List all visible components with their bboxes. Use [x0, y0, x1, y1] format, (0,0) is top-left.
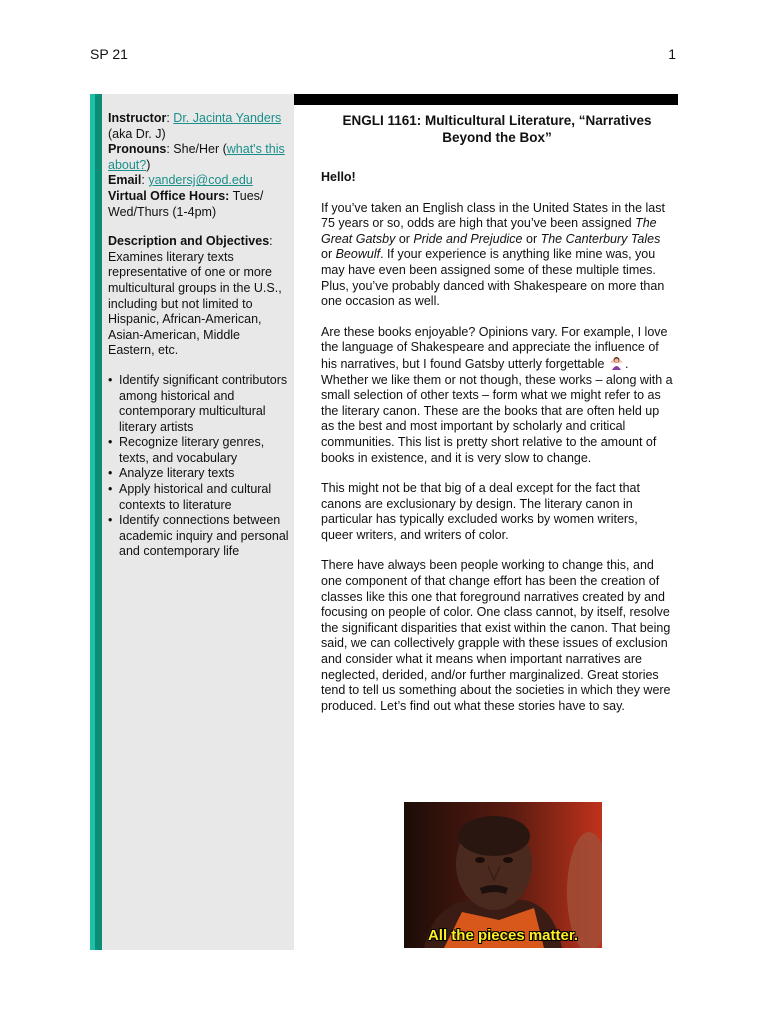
instructor-aka: (aka Dr. J): [108, 126, 166, 141]
pronouns-close: ): [146, 157, 151, 172]
instructor-line: [108, 111, 290, 142]
p1-text-c: or: [395, 231, 414, 246]
objective-item: • Apply historical and cultural contexts to literature: [108, 482, 290, 513]
p1-text-e: or: [522, 231, 541, 246]
pronouns-info-link[interactable]: what's this about?: [108, 142, 285, 172]
paragraph-2: [321, 325, 673, 466]
info-sidebar: [102, 94, 294, 950]
person-shrugging-icon: [609, 356, 624, 370]
meme-caption: All the pieces matter.: [427, 927, 579, 944]
objective-item: • Identify connections between academic inquiry and personal and contemporary life: [108, 513, 290, 560]
description-text: Examines literary texts representative of one or more multicultural groups in the U.S., including but not limited to Hispanic, African-American, Asian-American, Middle Eastern, etc.: [108, 249, 282, 358]
instructor-label: Instructor: [108, 111, 167, 125]
p2-text-after: . Whether we like them or not though, these works – along with a small selection of other texts – form what we might refer to as the literary canon. These are the books that are often held up as the best and most important by scholarly and critical communities. This list is pretty short relative to the amount of books in existence, and it is very slow to change.: [321, 356, 673, 465]
instructor-name-link[interactable]: Dr. Jacinta Yanders: [173, 111, 282, 125]
p2-text-before: Are these books enjoyable? Opinions vary. For example, I love the language of Shakespeare and appreciate the influence of his narratives, but I found Gatsby utterly forgettable: [321, 324, 668, 371]
email-link[interactable]: yandersj@cod.edu: [148, 173, 253, 188]
pronouns-line: [108, 142, 290, 173]
office-hours-line: [108, 189, 290, 220]
paragraph-4: There have always been people working to change this, and one component of that change effort has been the creation of classes like this one that foreground narratives created by and focusing on people of color. One class cannot, by itself, resolve the significant disparities that exist within the canon. That being said, we can collectively grapple with these issues of exclusion and consider what it means when important narratives are neglected, derided, and/or further marginalized. Great stories tend to tell us something about the societies in which they were produced. Let’s find out what these stories have to say.: [321, 558, 671, 713]
office-hours-label: Virtual Office Hours:: [108, 188, 230, 203]
pronouns-label: Pronouns: [108, 142, 167, 157]
p1-text-i: . If your experience is anything like mine was, you may have even been assigned some of these multiple times. Plus, you’ve probably danced with Shakespeare on more than one occasion as well.: [321, 247, 665, 309]
p1-text-g: or: [321, 247, 336, 262]
main-content: [321, 112, 673, 729]
book-title-canterbury: The Canterbury Tales: [540, 231, 661, 246]
greeting: Hello!: [321, 170, 356, 184]
course-title: ENGLI 1161: Multicultural Literature, “Narratives Beyond the Box”: [342, 113, 652, 145]
email-separator: :: [141, 173, 149, 188]
office-hours-value: Tues/ Wed/Thurs (1-4pm): [108, 188, 264, 219]
objective-item: • Analyze literary texts: [108, 466, 290, 482]
page-number: 1: [668, 46, 676, 62]
title-rule: [294, 94, 678, 105]
pronouns-value: : She/Her (: [166, 142, 227, 157]
objective-item: • Recognize literary genres, texts, and vocabulary: [108, 435, 290, 466]
meme-image: [404, 802, 602, 948]
book-title-beowulf: Beowulf: [335, 247, 381, 262]
page-header-left: SP 21: [90, 46, 128, 62]
accent-stripe: [90, 94, 102, 950]
email-label: Email: [108, 173, 142, 188]
instructor-separator: :: [166, 111, 174, 125]
objectives-list: [108, 373, 290, 560]
book-title-pride: Pride and Prejudice: [413, 231, 523, 246]
p1-text-a: If you’ve taken an English class in the United States in the last 75 years or so, odds are high that you’ve been assigned: [321, 200, 665, 231]
email-line: [108, 173, 290, 189]
description-label: Description and Objectives: [108, 234, 270, 249]
book-title-gatsby: The Great Gatsby: [321, 216, 657, 246]
description-separator: :: [269, 234, 273, 249]
description-heading: [108, 234, 290, 250]
paragraph-3: This might not be that big of a deal except for the fact that canons are exclusionary by design. The literary canon in particular has typically excluded works by women writers, queer writers, and writers of color.: [321, 481, 640, 542]
paragraph-1: [321, 201, 673, 310]
objective-item: • Identify significant contributors among historical and contemporary multicultural literary artists: [108, 373, 290, 435]
